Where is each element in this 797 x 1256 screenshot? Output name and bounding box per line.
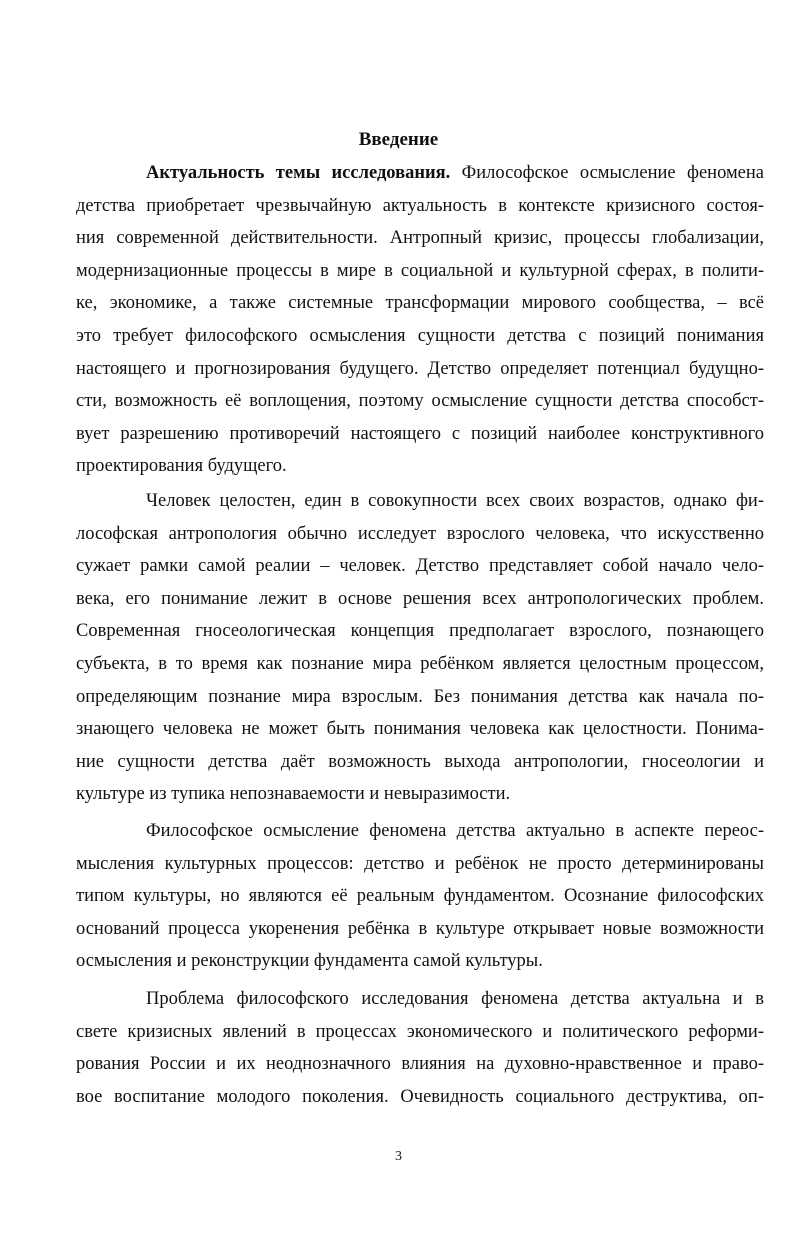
text-line: Актуальность темы исследования. Философское осмысление феномена — [146, 163, 765, 183]
text-line: Проблема философского исследования феномена детства актуальна и в — [146, 989, 764, 1009]
paragraph-problem — [76, 983, 764, 1113]
text-line: модернизационные процессы в мире в социальной и культурной сферах, в полити- — [76, 260, 764, 281]
page-number: 3 — [395, 1149, 402, 1164]
text-line: ние сущности детства даёт возможность выхода антропологии, гносеологии и — [76, 751, 764, 772]
text-line: свете кризисных явлений в процессах экономического и политического реформи- — [76, 1021, 764, 1042]
text-line: сти, возможность её воплощения, поэтому осмысление сущности детства способст- — [76, 391, 764, 412]
text-line: проектирования будущего. — [76, 456, 287, 477]
text-line: детства приобретает чрезвычайную актуальность в контексте кризисного состоя- — [76, 195, 764, 216]
text-line: определяющим познание мира взрослым. Без понимания детства как начала по- — [76, 686, 764, 707]
text-line: Человек целостен, един в совокупности всех своих возрастов, однако фи- — [146, 491, 764, 511]
text-line: культуре из тупика непознаваемости и невыразимости. — [76, 784, 511, 805]
paragraph-relevance — [76, 157, 764, 483]
text-line: настоящего и прогнозирования будущего. Детство определяет потенциал будущно- — [76, 358, 764, 379]
paragraph-culture — [76, 815, 764, 978]
text-line: вует разрешению противоречий настоящего с позиций наиболее конструктивного — [76, 423, 764, 444]
text-line: это требует философского осмысления сущности детства с позиций понимания — [76, 325, 764, 346]
text-line: типом культуры, но являются её реальным фундаментом. Осознание философских — [76, 886, 764, 907]
text-line: лософская антропология обычно исследует взрослого человека, что искусственно — [76, 523, 764, 544]
page-title: Введение — [358, 129, 439, 150]
paragraph-lead: Актуальность темы исследования. — [146, 163, 451, 183]
text-line: Философское осмысление феномена детства актуально в аспекте переос- — [146, 821, 764, 841]
text-line: оснований процесса укоренения ребёнка в культуре открывает новые возможности — [76, 918, 764, 939]
text-line: знающего человека не может быть понимания человека как целостности. Понима- — [76, 719, 764, 740]
text-line: ке, экономике, а также системные трансформации мирового сообщества, – всё — [76, 293, 764, 314]
text-line: вое воспитание молодого поколения. Очевидность социального деструктива, оп- — [76, 1086, 764, 1107]
text-line: субъекта, в то время как познание мира ребёнком является целостным процессом, — [76, 653, 764, 674]
text-line: рования России и их неоднозначного влияния на духовно-нравственное и право- — [76, 1054, 764, 1075]
text-line: ния современной действительности. Антропный кризис, процессы глобализации, — [76, 228, 764, 249]
text-line: сужает рамки самой реалии – человек. Детство представляет собой начало чело- — [76, 556, 764, 577]
paragraph-human-integrity — [76, 485, 764, 811]
text-line: осмысления и реконструкции фундамента самой культуры. — [76, 951, 543, 972]
text-line: мысления культурных процессов: детство и ребёнок не просто детерминированы — [76, 853, 764, 874]
text-line: Современная гносеологическая концепция предполагает взрослого, познающего — [76, 621, 764, 642]
text-line: века, его понимание лежит в основе решения всех антропологических проблем. — [76, 588, 764, 609]
